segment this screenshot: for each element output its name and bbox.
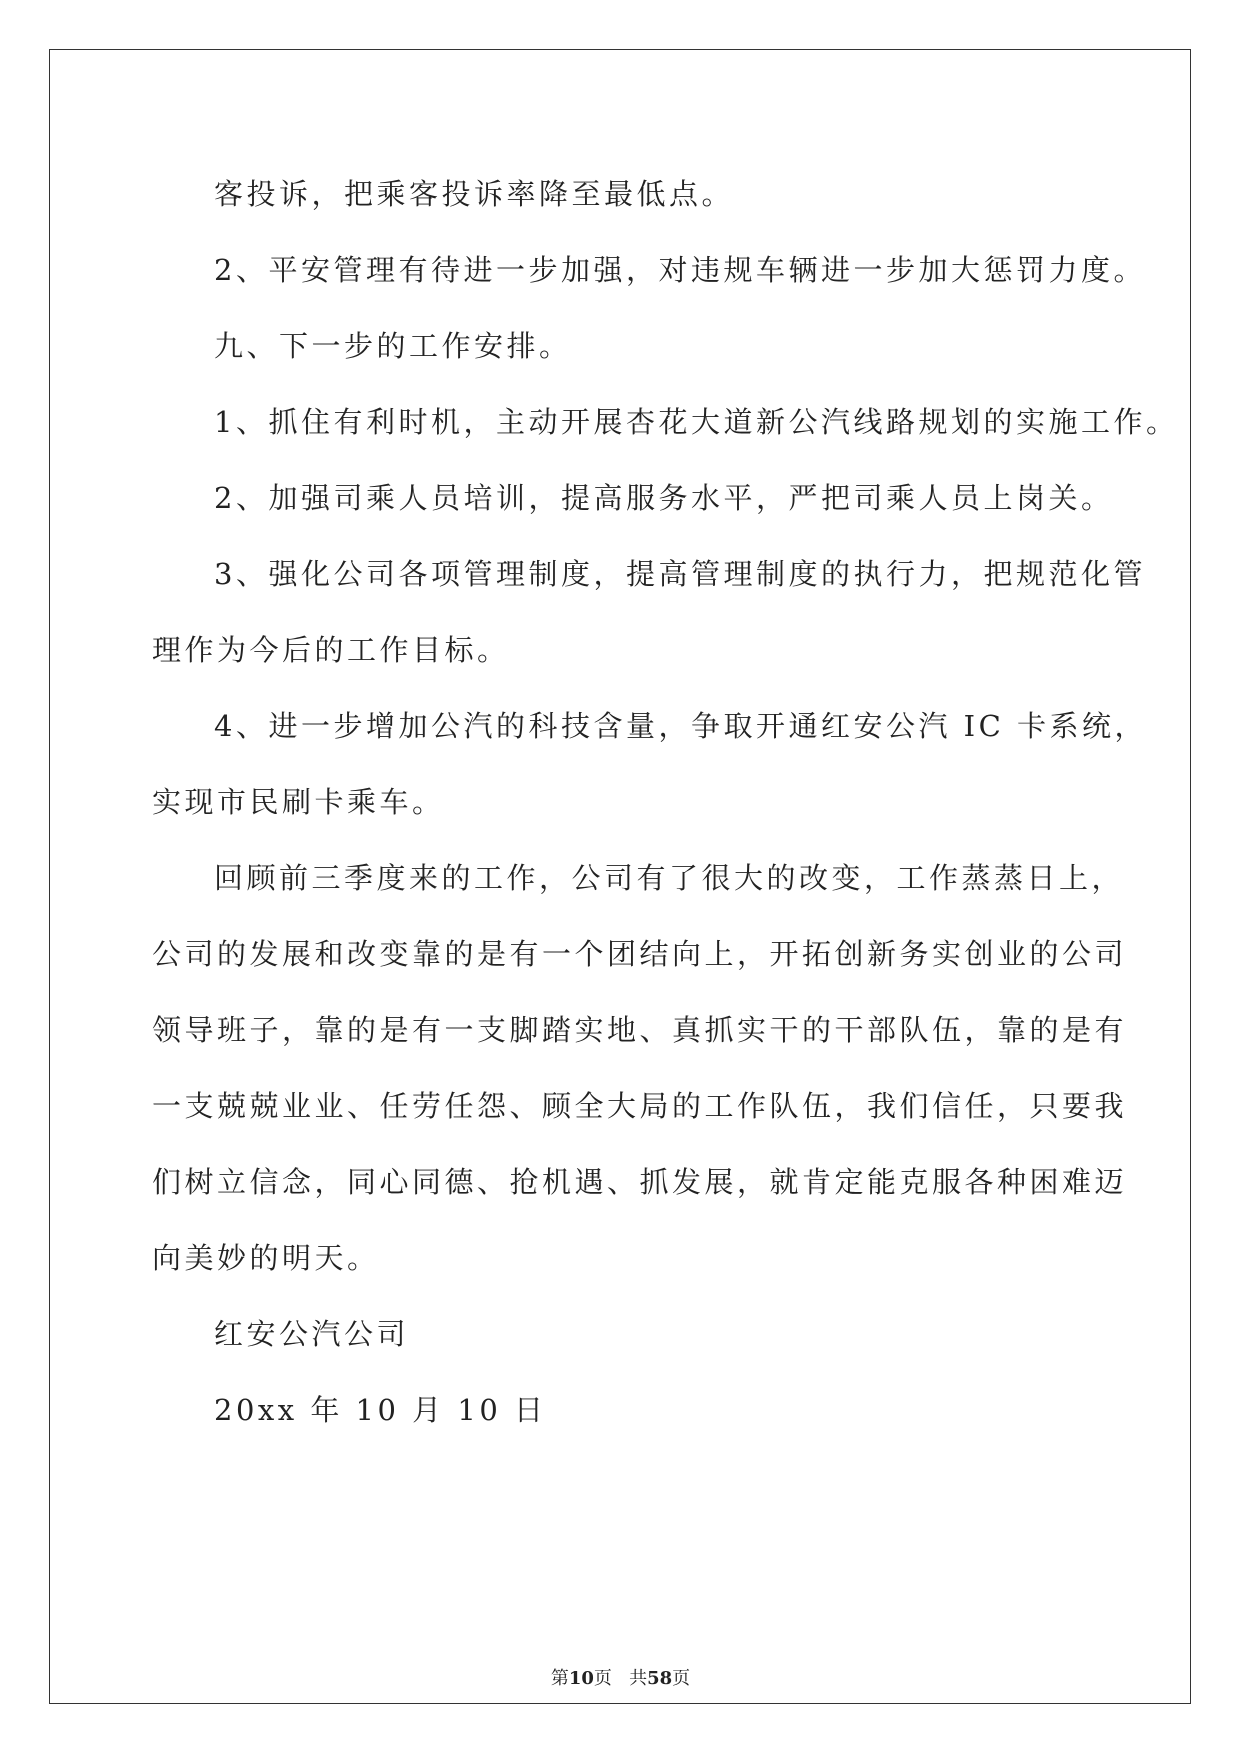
footer-total-prefix: 共 xyxy=(629,1668,648,1689)
signature-company: 红安公汽公司 xyxy=(214,1317,410,1351)
page-footer xyxy=(0,1667,1241,1691)
footer-prefix: 第 xyxy=(550,1668,569,1689)
text-line-15: 向美妙的明天。 xyxy=(152,1241,380,1275)
text-line-5: 2、加强司乘人员培训，提高服务水平，严把司乘人员上岗关。 xyxy=(214,481,1114,515)
total-pages-number: 58 xyxy=(647,1668,673,1689)
text-line-11: 公司的发展和改变靠的是有一个团结向上，开拓创新务实创业的公司 xyxy=(152,937,1128,971)
text-line-6: 3、强化公司各项管理制度，提高管理制度的执行力，把规范化管 xyxy=(214,557,1146,591)
text-line-2: 2、平安管理有待进一步加强，对违规车辆进一步加大惩罚力度。 xyxy=(214,253,1146,287)
signature-date: 20xx 年 10 月 10 日 xyxy=(214,1393,547,1427)
text-line-12: 领导班子，靠的是有一支脚踏实地、真抓实干的干部队伍，靠的是有 xyxy=(152,1013,1128,1047)
text-line-4: 1、抓住有利时机，主动开展杏花大道新公汽线路规划的实施工作。 xyxy=(214,405,1179,439)
footer-page-word: 页 xyxy=(593,1668,612,1689)
text-line-8: 4、进一步增加公汽的科技含量，争取开通红安公汽 IC 卡系统， xyxy=(214,709,1148,743)
current-page-number: 10 xyxy=(568,1668,594,1689)
text-line-14: 们树立信念，同心同德、抢机遇、抓发展，就肯定能克服各种困难迈 xyxy=(152,1165,1128,1199)
text-line-7: 理作为今后的工作目标。 xyxy=(152,633,510,667)
text-line-10: 回顾前三季度来的工作，公司有了很大的改变，工作蒸蒸日上， xyxy=(214,861,1125,895)
text-line-9: 实现市民刷卡乘车。 xyxy=(152,785,445,819)
section-heading: 九、下一步的工作安排。 xyxy=(214,329,572,363)
text-line-13: 一支兢兢业业、任劳任怨、顾全大局的工作队伍，我们信任，只要我 xyxy=(152,1089,1128,1123)
footer-total-suffix: 页 xyxy=(672,1668,691,1689)
text-line-1: 客投诉，把乘客投诉率降至最低点。 xyxy=(214,177,735,211)
